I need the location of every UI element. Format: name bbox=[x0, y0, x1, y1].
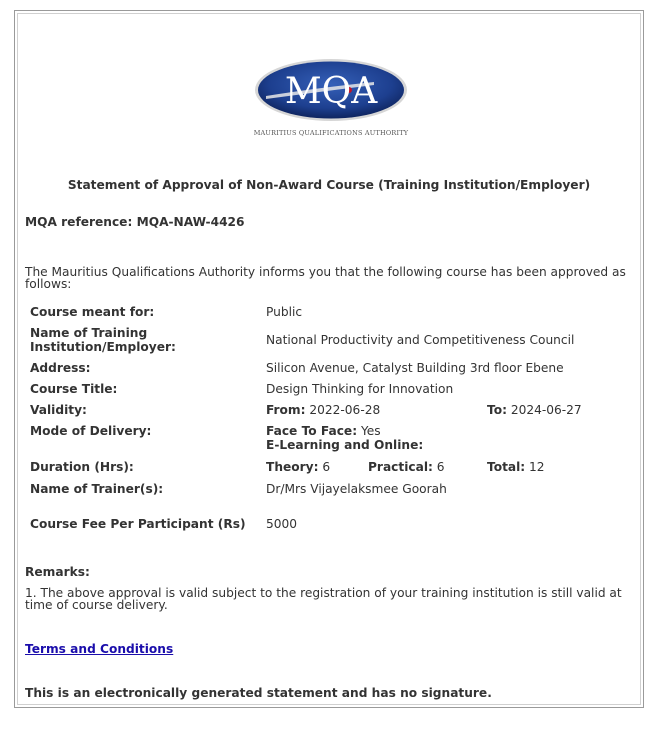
f2f-label: Face To Face: bbox=[266, 424, 358, 438]
terms-and-conditions-link[interactable]: Terms and Conditions bbox=[25, 642, 174, 656]
duration-total bbox=[487, 460, 545, 474]
theory-label: Theory: bbox=[266, 460, 319, 474]
institution-value: National Productivity and Competitiveness Council bbox=[266, 333, 575, 347]
elearning-label: E-Learning and Online: bbox=[266, 438, 424, 452]
statement-title: Statement of Approval of Non-Award Course (Training Institution/Employer) bbox=[67, 178, 591, 192]
remarks-text: 1. The above approval is valid subject to the registration of your training institution is still valid at time of course delivery. bbox=[25, 586, 622, 612]
course-title-value: Design Thinking for Innovation bbox=[266, 382, 454, 396]
logo-text: MQA bbox=[284, 71, 378, 112]
logo-subtitle: MAURITIUS QUALIFICATIONS AUTHORITY bbox=[253, 129, 409, 137]
mode-elearning bbox=[266, 438, 423, 452]
fee-value: 5000 bbox=[266, 517, 298, 531]
mqa-logo bbox=[246, 52, 416, 142]
intro-text: The Mauritius Qualifications Authority informs you that the following course has been approved as follows: bbox=[25, 265, 626, 291]
mode-f2f bbox=[266, 424, 381, 438]
validity-to-value: 2024-06-27 bbox=[510, 403, 582, 417]
reference-line bbox=[25, 215, 245, 229]
reference-value: MQA-NAW-4426 bbox=[136, 215, 245, 229]
footer-note: This is an electronically generated statement and has no signature. bbox=[25, 686, 492, 700]
theory-value: 6 bbox=[322, 460, 331, 474]
mode-label: Mode of Delivery: bbox=[30, 424, 152, 438]
validity-to bbox=[487, 403, 582, 417]
validity-from bbox=[266, 403, 380, 417]
mqa-logo-icon bbox=[246, 52, 416, 128]
total-label: Total: bbox=[487, 460, 526, 474]
validity-label: Validity: bbox=[30, 403, 87, 417]
validity-to-label: To: bbox=[487, 403, 507, 417]
duration-theory bbox=[266, 460, 330, 474]
course-meant-for-value: Public bbox=[266, 305, 303, 319]
trainers-label: Name of Trainer(s): bbox=[30, 482, 164, 496]
reference-label: MQA reference: bbox=[25, 215, 133, 229]
institution-label-line1: Name of Training bbox=[30, 326, 148, 340]
course-meant-for-label: Course meant for: bbox=[30, 305, 155, 319]
validity-from-value: 2022-06-28 bbox=[309, 403, 381, 417]
institution-label-line2: Institution/Employer: bbox=[30, 340, 176, 354]
remarks-label: Remarks: bbox=[25, 565, 90, 579]
f2f-value: Yes bbox=[360, 424, 381, 438]
address-value: Silicon Avenue, Catalyst Building 3rd floor Ebene bbox=[266, 361, 564, 375]
practical-value: 6 bbox=[436, 460, 445, 474]
validity-from-label: From: bbox=[266, 403, 306, 417]
fee-label: Course Fee Per Participant (Rs) bbox=[30, 517, 246, 531]
duration-practical bbox=[368, 460, 445, 474]
address-label: Address: bbox=[30, 361, 91, 375]
trainers-value: Dr/Mrs Vijayelaksmee Goorah bbox=[266, 482, 447, 496]
duration-label: Duration (Hrs): bbox=[30, 460, 134, 474]
total-value: 12 bbox=[529, 460, 545, 474]
course-title-label: Course Title: bbox=[30, 382, 118, 396]
practical-label: Practical: bbox=[368, 460, 433, 474]
